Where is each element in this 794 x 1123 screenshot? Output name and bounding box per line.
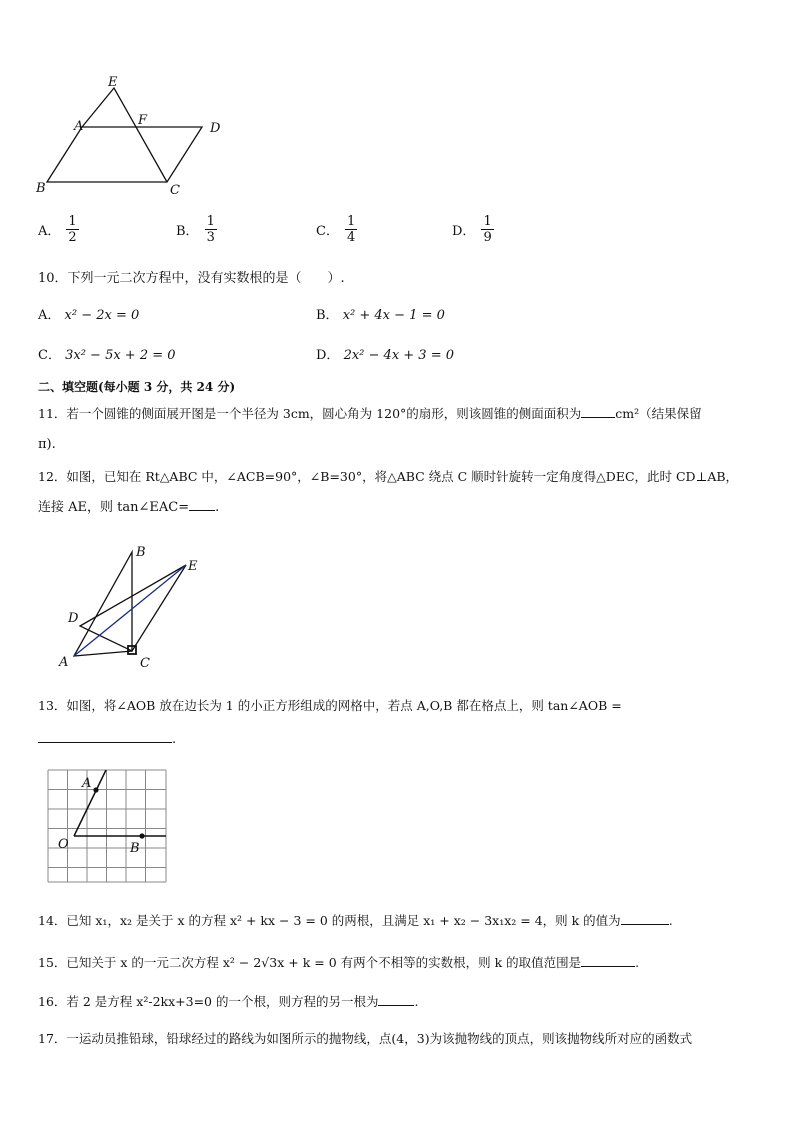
- option-label: C．: [316, 224, 339, 239]
- q11-unit: cm²（结果保留: [615, 406, 702, 421]
- q9-option-d[interactable]: [452, 214, 494, 245]
- label-d: D: [210, 121, 221, 136]
- q15: [38, 954, 639, 972]
- q12-end: .: [215, 500, 220, 515]
- fraction: [66, 214, 78, 245]
- q17: 17．一运动员推铅球，铅球经过的路线为如图所示的抛物线，点(4，3)为该抛物线的顶点，则该抛物线所对应的函数式: [38, 1031, 693, 1046]
- label-b: B: [36, 181, 46, 196]
- label-c: C: [140, 656, 150, 670]
- q12-line2: [38, 498, 219, 517]
- answer-blank[interactable]: [38, 730, 172, 743]
- figure-q12: [50, 540, 210, 670]
- triangle-abc: [74, 552, 132, 656]
- denominator: 2: [68, 230, 77, 245]
- q14-end: .: [668, 913, 673, 928]
- numerator: 1: [483, 214, 492, 229]
- point-b: [139, 833, 144, 838]
- point-a: [93, 787, 98, 792]
- label-a: A: [74, 119, 84, 134]
- triangle-eac: [82, 88, 167, 182]
- numerator: 1: [346, 214, 356, 229]
- option-equation: x² + 4x − 1 = 0: [342, 308, 445, 323]
- label-b: B: [130, 841, 140, 856]
- answer-blank[interactable]: [189, 498, 215, 511]
- figure-q9: [30, 72, 230, 202]
- q15-end: .: [635, 955, 640, 970]
- label-a: A: [59, 655, 69, 670]
- figure-q13: [44, 766, 174, 888]
- q10-option-b[interactable]: [316, 307, 445, 325]
- option-label: D．: [452, 224, 476, 239]
- q9-option-b[interactable]: [176, 214, 217, 245]
- q16-end: .: [414, 994, 419, 1009]
- q10-option-a[interactable]: [38, 307, 139, 325]
- option-label: B．: [316, 308, 339, 323]
- denominator: 4: [346, 230, 356, 245]
- segment-ae: [74, 565, 186, 656]
- answer-blank[interactable]: [581, 405, 615, 418]
- q10-stem: 10．下列一元二次方程中，没有实数根的是（ ）.: [38, 271, 345, 286]
- denominator: 9: [483, 230, 492, 245]
- label-e: E: [108, 75, 118, 90]
- label-o: O: [58, 837, 69, 852]
- fraction: [481, 214, 493, 245]
- q9-option-c[interactable]: [316, 214, 357, 245]
- section-heading: 二、填空题(每小题 3 分，共 24 分): [38, 380, 236, 394]
- option-equation: x² − 2x = 0: [64, 308, 140, 323]
- denominator: 3: [206, 230, 215, 245]
- label-d: D: [68, 611, 79, 626]
- grid: [48, 770, 166, 882]
- q13-line2: [38, 730, 176, 749]
- q10-option-d[interactable]: [316, 347, 454, 365]
- q10-option-c[interactable]: [38, 347, 176, 365]
- parallelogram-abcd: [47, 127, 202, 182]
- q12-text: 连接 AE，则 tan∠EAC=: [38, 500, 190, 515]
- option-equation: 2x² − 4x + 3 = 0: [343, 348, 455, 363]
- q14-text: 14．已知 x₁，x₂ 是关于 x 的方程 x² + kx − 3 = 0 的两根，且满足 x₁ + x₂ − 3x₁x₂ = 4，则 k 的值为: [38, 913, 621, 928]
- answer-blank[interactable]: [378, 993, 414, 1006]
- q12-line1: 12．如图，已知在 Rt△ABC 中，∠ACB=90°，∠B=30°，将△ABC 绕点 C 顺时针旋转一定角度得△DEC，此时 CD⊥AB，: [38, 469, 739, 484]
- label-c: C: [170, 183, 180, 198]
- label-b: B: [136, 545, 146, 560]
- q13-end: .: [172, 732, 177, 747]
- fraction: [345, 214, 357, 245]
- q16-text: 16．若 2 是方程 x²-2kx+3=0 的一个根，则方程的另一根为: [38, 994, 379, 1009]
- q13-line1: 13．如图，将∠AOB 放在边长为 1 的小正方形组成的网格中，若点 A,O,B 都在格点上，则 tan∠AOB =: [38, 698, 622, 713]
- q11-line2: π).: [38, 437, 56, 452]
- fraction: [205, 214, 217, 245]
- q14: [38, 912, 673, 930]
- option-label: A．: [38, 224, 61, 239]
- option-label: D．: [316, 348, 340, 363]
- option-label: C．: [38, 348, 61, 363]
- option-equation: 3x² − 5x + 2 = 0: [65, 348, 176, 363]
- label-f: F: [138, 113, 148, 128]
- numerator: 1: [68, 214, 77, 229]
- numerator: 1: [206, 214, 215, 229]
- label-e: E: [188, 559, 198, 574]
- option-label: B．: [176, 224, 199, 239]
- q11-text: 11．若一个圆锥的侧面展开图是一个半径为 3cm，圆心角为 120°的扇形，则该圆锥的侧面面积为: [38, 406, 582, 421]
- q11-line1: [38, 405, 702, 423]
- answer-blank[interactable]: [581, 954, 635, 967]
- option-label: A．: [38, 308, 61, 323]
- q16: [38, 993, 418, 1011]
- q9-option-a[interactable]: [38, 214, 79, 245]
- label-a: A: [82, 776, 92, 791]
- answer-blank[interactable]: [621, 912, 669, 925]
- q15-text: 15．已知关于 x 的一元二次方程 x² − 2√3x + k = 0 有两个不相等的实数根，则 k 的取值范围是: [38, 955, 582, 970]
